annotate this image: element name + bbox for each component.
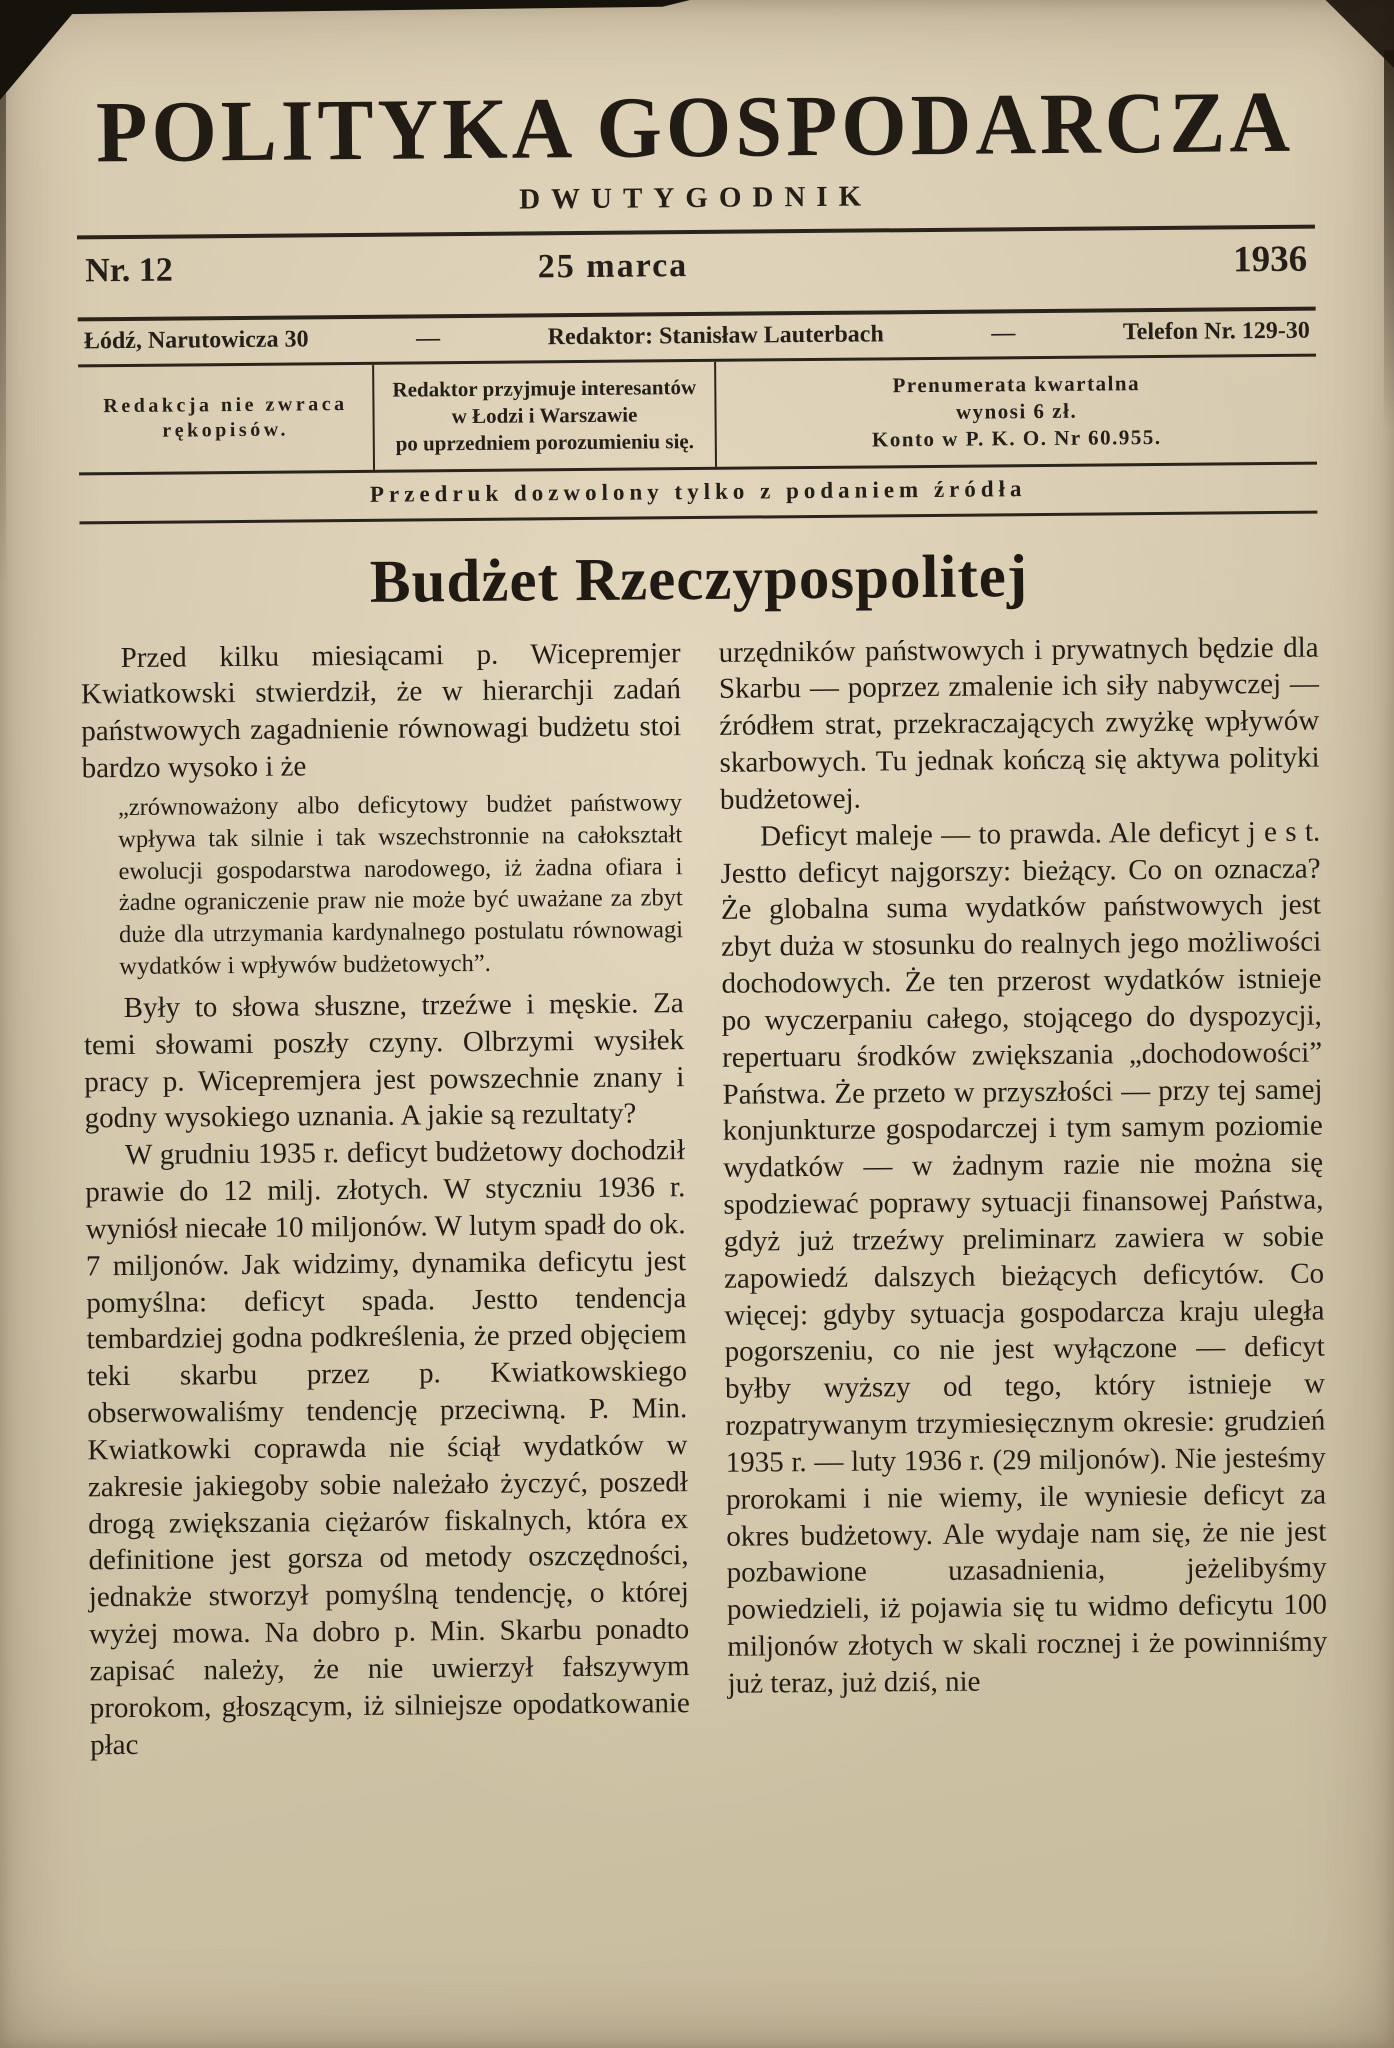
issue-date: 25 marca [537,247,689,286]
article-column-right [718,629,1328,1758]
reprint-notice: Przedruk dozwolony tylko z podaniem źródła [369,475,1027,507]
paragraph: W grudniu 1935 r. deficyt budżetowy dochodził prawie do 12 milj. złotych. W styczniu 1936 r. wyniósł niecałe 10 miljonów. W lutym spadł do ok. 7 miljonów. Jak widzimy, dynamika deficytu jest pomyślna: deficyt spada. Jestto tendencja tembardziej godna podkreślenia, że przed objęciem teki skarbu przez p. Kwiatkowskiego obserwowaliśmy tendencję przeciwną. P. Min. Kwiatkowki coprawda nie ściął wydatków w zakresie jakiegoby sobie należało życzyć, poszedł drogą zwiększania ciężarów fiskalnych, która ex definitione jest gorsza od metody oszczędności, jednakże stworzył pomyślną tendencję, o której wyżej mowa. Na dobro p. Min. Skarbu ponadto zapisać należy, że nie uwierzył fałszywym prorokom, głoszącym, iż silniejsze opodatkowanie płac [85,1134,690,1761]
issue-number: Nr. 12 [85,251,173,290]
editorial-note: Redakcja nie zwraca rękopisów. [78,365,375,472]
article-column-left [80,635,690,1764]
article-body [80,629,1328,1764]
masthead-subtitle: DWUTYGODNIK [519,180,873,216]
paragraph: Były to słowa słuszne, trzeźwe i męskie. Za temi słowami poszły czyny. Olbrzymi wysiłek pracy p. Wicepremjera jest powszechnie znany i godny wysokiego uznania. A jakie są rezultaty? [83,987,685,1135]
paragraph: Przed kilku miesiącami p. Wicepremjer Kwiatkowski stwierdził, że w hierarchji zadań państwowych zagadnienie równowagi budżetu stoi bardzo wysoko i że [80,636,682,785]
publisher-address: Łódź, Narutowicza 30 [83,326,309,355]
paragraph: Deficyt maleje — to prawda. Ale deficyt j e s t. Jestto deficyt najgorszy: bieżący. Co on oznacza? Że globalna suma wydatków państwowych jest zbyt duża w stosunku do realnych jego możliwości dochodowych. Że ten przerost wydatków istnieje po wyczerpaniu całego, stojącego do dyspozycji, repertuaru środków zwiększania „dochodowości” Państwa. Że przeto w przyszłości — przy tej samej konjunkturze gospodarczej i tym samym poziomie wydatków — w żadnym razie nie można się spodziewać poprawy sytuacji finansowej Państwa, gdyż już trzeźwy preliminarz zawiera w sobie zapowiedź dalszych bieżących deficytów. Co więcej: gdyby sytuacja gospodarcza kraju uległa pogorszeniu, co nie jest wyłączone — deficyt byłby wyższy od tego, który istnieje w rozpatrywanym trzymiesięcznym okresie: grudzień 1935 r. — luty 1936 r. (29 miljonów). Nie jesteśmy prorokami i nie wiemy, ile wyniesie deficyt za okres budżetowy. Ale wydaje nam się, że nie jest pozbawione uzasadnienia, jeżelibyśmy powiedzieli, iż pojawia się tu widmo deficytu 100 miljonów złotych w skali rocznej i że powinniśmy już teraz, już dziś, nie [720,815,1328,1700]
paragraph: „zrównoważony albo deficytowy budżet państwowy wpływa tak silnie i tak wszechstronnie na całokształt ewolucji gospodarstwa narodowego, iż żadna ofiara i żadne ograniczenie praw nie może być uważane za zbyt duże dla utrzymania kardynalnego postulatu równowagi wydatków i wpływów budżetowych”. [117,789,684,981]
editor-name: Redaktor: Stanisław Lauterbach [547,321,884,351]
separator-dash: — [991,320,1016,347]
separator-dash: — [416,325,441,352]
subscription-note: Prenumerata kwartalna wynosi 6 zł. Konto w P. K. O. Nr 60.955. [871,371,1162,452]
editor-visiting-note: Redaktor przyjmuje interesantów w Łodzi i Warszawie po uprzedniem porozumieniu się. [374,362,717,470]
issue-row [77,229,1316,303]
article-title: Budżet Rzeczypospolitej [369,542,1029,616]
phone-number: Telefon Nr. 129-30 [1122,317,1310,346]
paragraph: urzędników państwowych i prywatnych będzie dla Skarbu — poprzez zmalenie ich siły nabywczej — źródłem strat, przekraczających zwyżkę wpływów skarbowych. Tu jednak kończą się aktywa polityki budżetowej. [718,631,1320,816]
issue-year: 1936 [1233,238,1308,281]
info-box [78,357,1317,472]
masthead-title: POLITYKA GOSPODARCZA [95,73,1295,182]
